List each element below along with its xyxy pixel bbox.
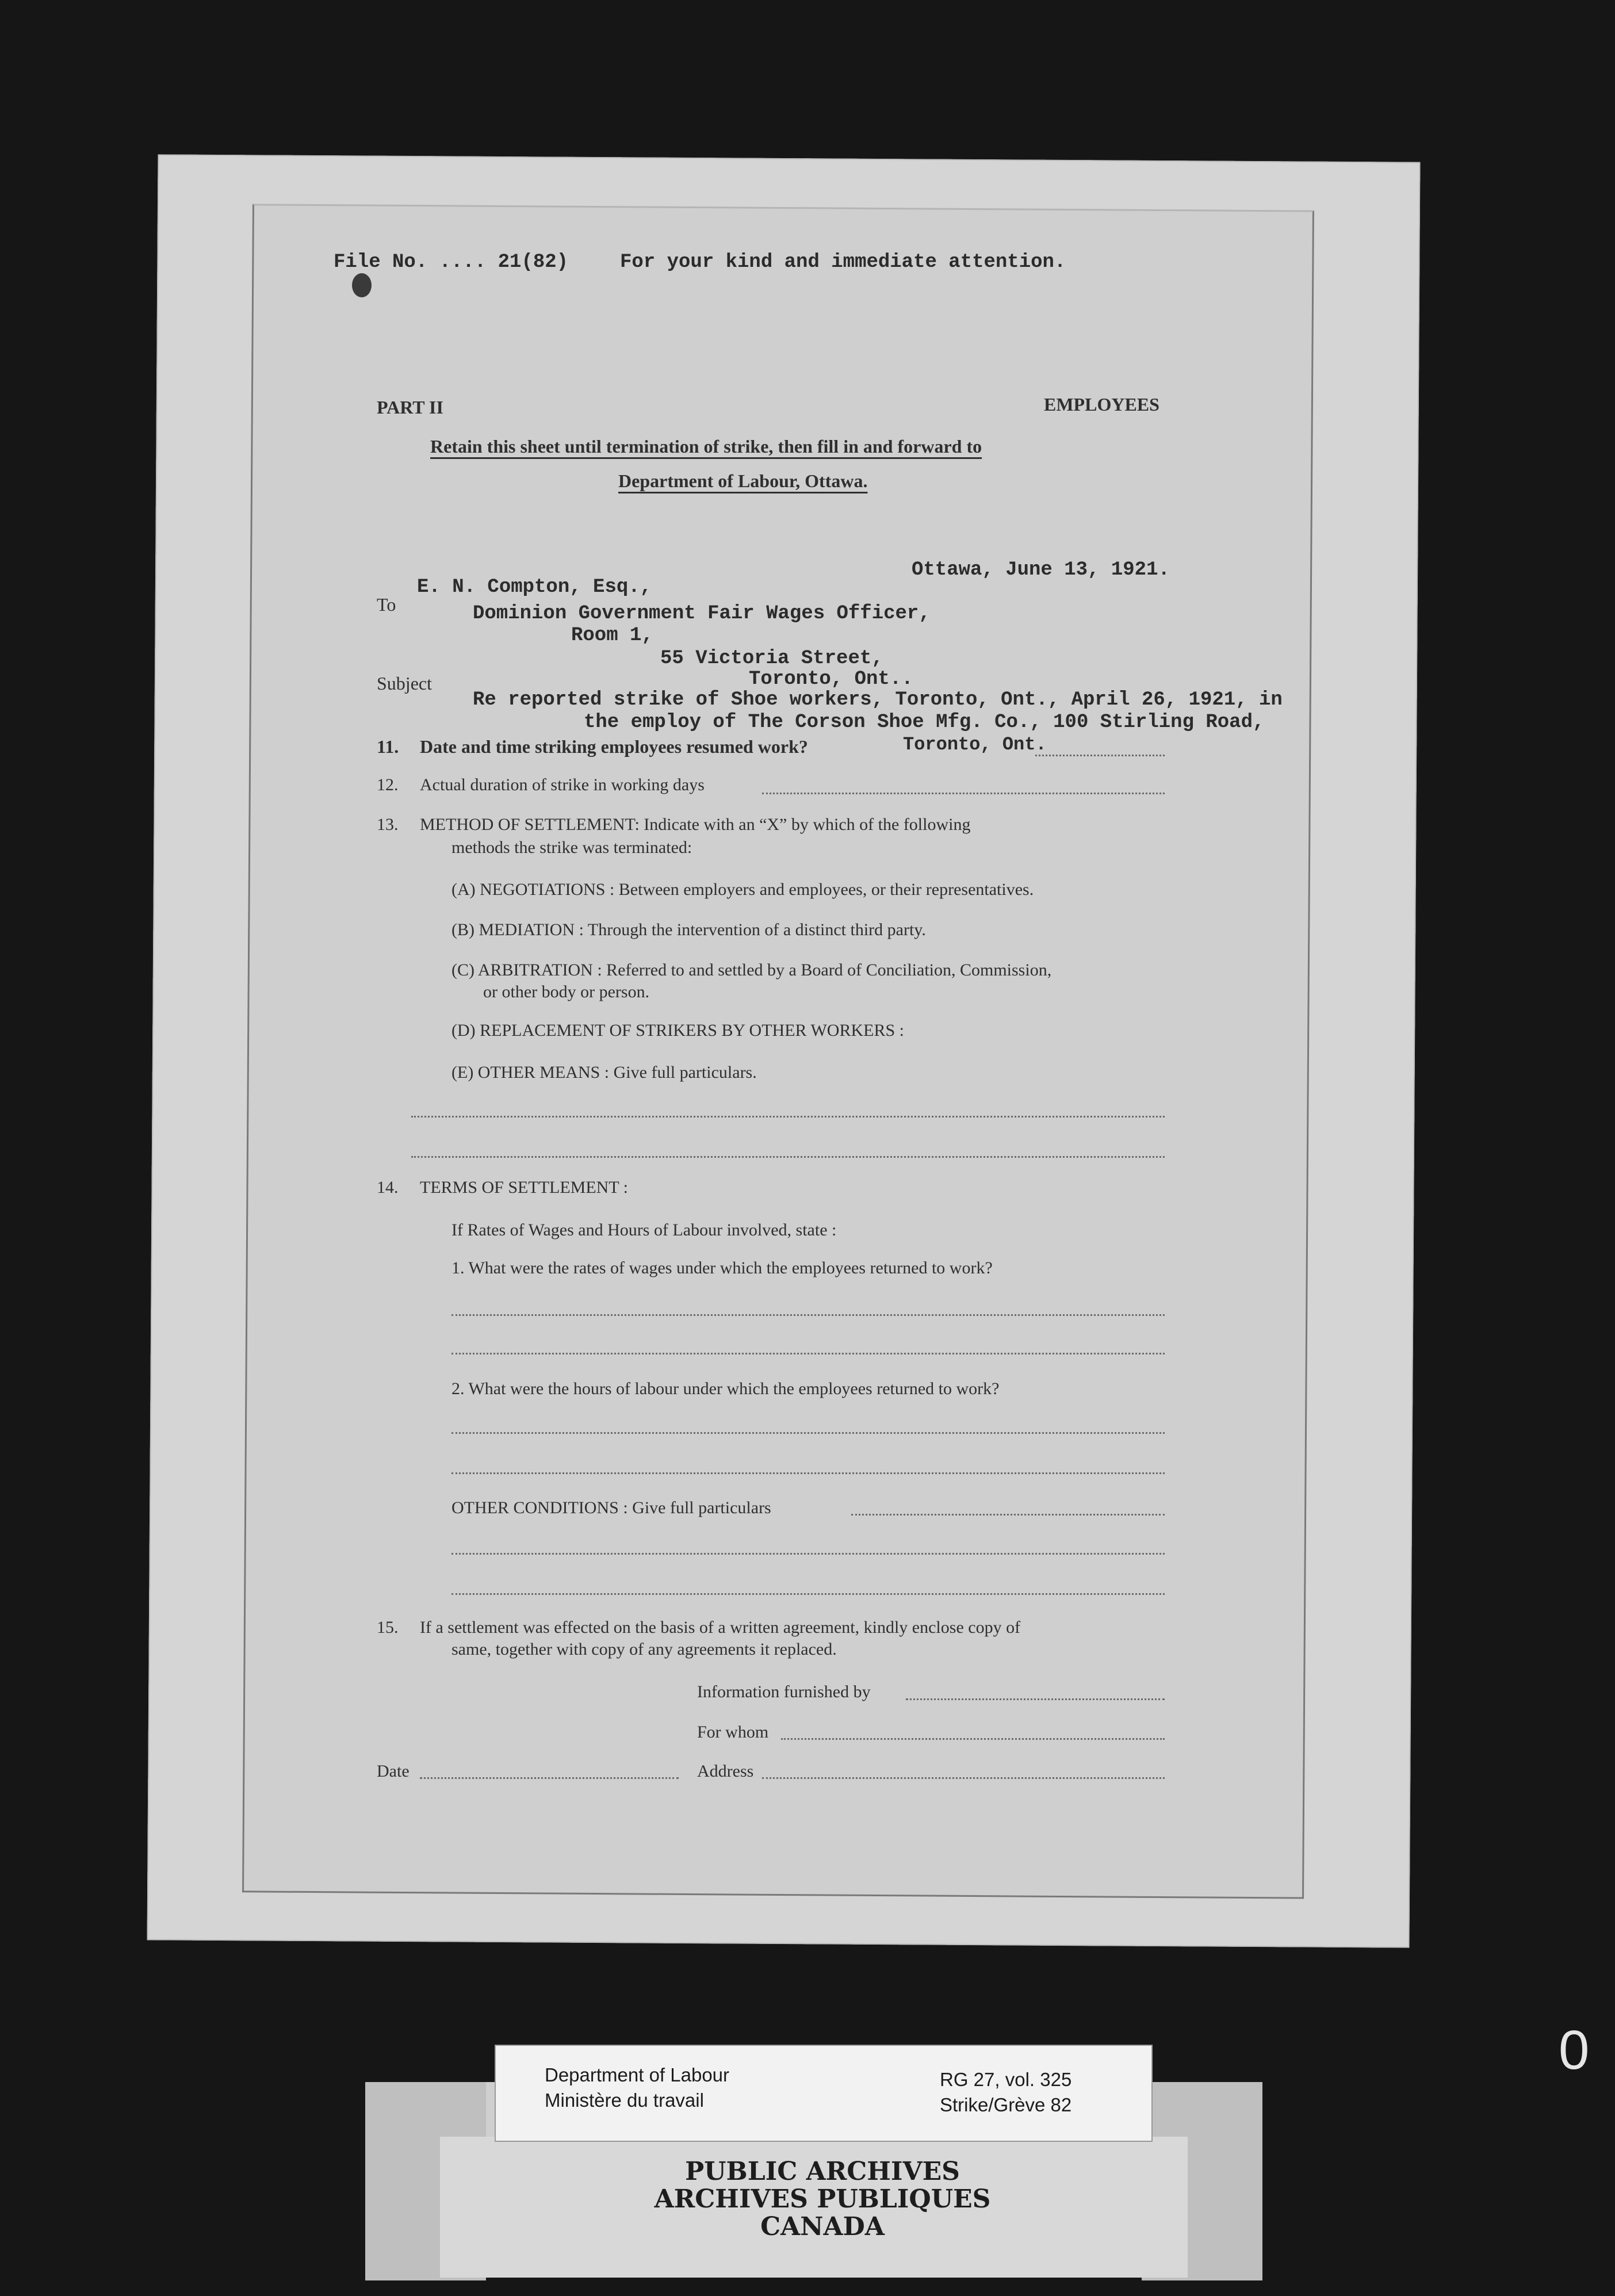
frame-mark: 0	[1559, 2019, 1590, 2081]
option-c-arbitration: (C) ARBITRATION : Referred to and settled by a Board of Conciliation, Commission,	[451, 961, 1052, 979]
subject-label: Subject	[377, 673, 432, 694]
option-d-replacement: (D) REPLACEMENT OF STRIKERS BY OTHER WORKERS :	[451, 1021, 905, 1040]
employees-heading: EMPLOYEES	[1044, 394, 1159, 415]
department-french: Ministère du travail	[545, 2090, 704, 2111]
address-label: Address	[697, 1762, 754, 1781]
q12-text: Actual duration of strike in working days	[420, 775, 705, 794]
letter-date: Ottawa, June 13, 1921.	[912, 559, 1170, 581]
info-furnished-line	[906, 1698, 1165, 1700]
option-c-continued: or other body or person.	[483, 982, 650, 1001]
department-english: Department of Labour	[545, 2064, 730, 2085]
option-e-other-means: (E) OTHER MEANS : Give full particulars.	[451, 1063, 757, 1082]
other-conditions: OTHER CONDITIONS : Give full particulars	[451, 1498, 771, 1517]
q14-1-wages: 1. What were the rates of wages under which the employees returned to work?	[451, 1258, 993, 1277]
q12-number: 12.	[377, 775, 399, 794]
part-heading: PART II	[377, 397, 443, 418]
date-line	[420, 1777, 679, 1779]
q14-intro: If Rates of Wages and Hours of Labour involved, state :	[451, 1220, 837, 1239]
q13-number: 13.	[377, 815, 399, 834]
archives-line-2: ARCHIVES PUBLIQUES	[654, 2184, 991, 2214]
option-b-mediation: (B) MEDIATION : Through the intervention of a distinct third party.	[451, 920, 926, 939]
option-e-line-2	[411, 1156, 1165, 1158]
q14-1-line-2	[451, 1353, 1165, 1354]
file-number: File No. .... 21(82)	[334, 251, 569, 273]
q15-text-2: same, together with copy of any agreements it replaced.	[451, 1640, 837, 1659]
archives-line-3: CANADA	[760, 2212, 885, 2241]
option-a-negotiations: (A) NEGOTIATIONS : Between employers and employees, or their representatives.	[451, 880, 1034, 899]
archives-line-1: PUBLIC ARCHIVES	[685, 2157, 960, 2186]
q14-2-line-2	[451, 1472, 1165, 1474]
attention-note: For your kind and immediate attention.	[620, 251, 1066, 273]
q15-number: 15.	[377, 1618, 399, 1637]
department-address: Department of Labour, Ottawa.	[618, 470, 868, 491]
info-furnished-label: Information furnished by	[697, 1682, 871, 1701]
archive-reference-card	[495, 2045, 1153, 2142]
q14-2-line-1	[451, 1432, 1165, 1434]
other-conditions-line-2	[451, 1553, 1165, 1555]
for-whom-line	[781, 1738, 1165, 1740]
q15-text-1: If a settlement was effected on the basis of a written agreement, kindly enclose copy of	[420, 1618, 1021, 1637]
retain-instruction: Retain this sheet until termination of strike, then fill in and forward to	[430, 436, 982, 457]
q14-1-line-1	[451, 1314, 1165, 1316]
q14-number: 14.	[377, 1178, 399, 1197]
strike-number: Strike/Grève 82	[940, 2094, 1072, 2115]
to-line-3: Room 1,	[571, 625, 653, 646]
other-conditions-line-1	[851, 1514, 1165, 1516]
record-group-volume: RG 27, vol. 325	[940, 2069, 1072, 2090]
subject-line-1: Re reported strike of Shoe workers, Toronto, Ont., April 26, 1921, in	[473, 689, 1283, 711]
q14-heading: TERMS OF SETTLEMENT :	[420, 1178, 628, 1197]
punch-hole	[352, 273, 372, 297]
to-line-5: Toronto, Ont..	[749, 668, 913, 690]
other-conditions-line-3	[451, 1593, 1165, 1595]
to-line-2: Dominion Government Fair Wages Officer,	[473, 603, 931, 625]
address-line	[762, 1777, 1165, 1779]
to-label: To	[377, 594, 396, 615]
q11-answer-line	[1035, 755, 1165, 756]
public-archives-stamp	[575, 2158, 1070, 2241]
q13-text-2: methods the strike was terminated:	[451, 838, 692, 857]
q12-answer-line	[762, 793, 1165, 794]
option-e-line-1	[411, 1116, 1165, 1118]
q11-text: Date and time striking employees resumed work?	[420, 736, 808, 757]
to-line-1: E. N. Compton, Esq.,	[417, 576, 652, 598]
q13-text-1: METHOD OF SETTLEMENT: Indicate with an “X” by which of the following	[420, 815, 971, 834]
q11-number: 11.	[377, 736, 399, 757]
date-label: Date	[377, 1762, 410, 1781]
q14-2-hours: 2. What were the hours of labour under which the employees returned to work?	[451, 1379, 1000, 1398]
subject-line-2: the employ of The Corson Shoe Mfg. Co., 100 Stirling Road,	[584, 711, 1265, 733]
q11-typed-answer: Toronto, Ont.	[903, 734, 1047, 755]
form-sheet	[147, 154, 1421, 1947]
for-whom-label: For whom	[697, 1723, 769, 1742]
to-line-4: 55 Victoria Street,	[660, 648, 883, 669]
